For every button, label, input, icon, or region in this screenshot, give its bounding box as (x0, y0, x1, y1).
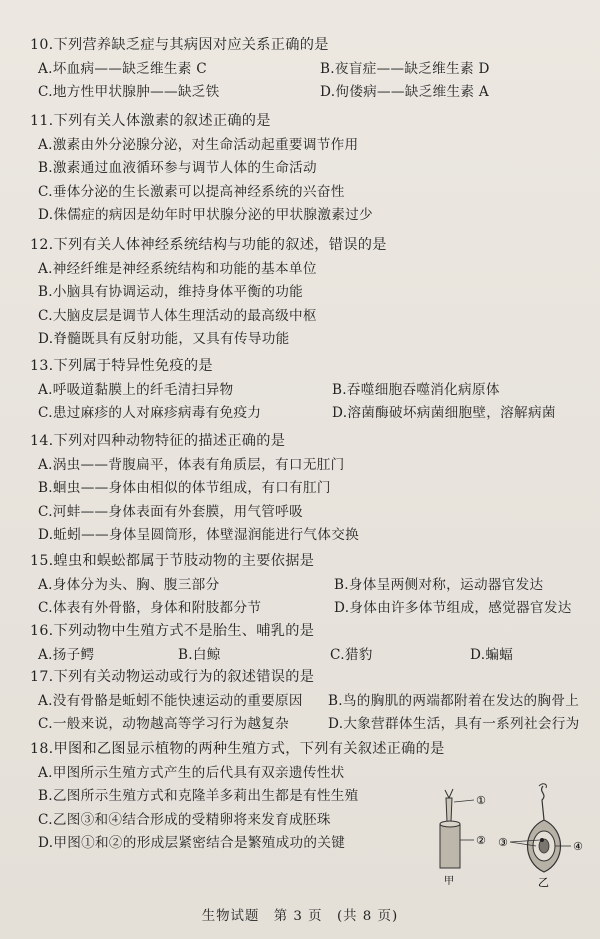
option-row (30, 644, 580, 666)
flower-ovary-diagram (498, 784, 583, 889)
option-row (30, 181, 580, 203)
option-a: A.激素由外分泌腺分泌，对生命活动起重要调节作用 (38, 136, 359, 153)
option-b: B.小脑具有协调运动，维持身体平衡的功能 (38, 284, 303, 300)
option-c: C.乙图③和④结合形成的受精卵将来发育成胚珠 (38, 811, 331, 828)
option-b: B.乙图所示生殖方式和克隆羊多莉出生都是有性生殖 (38, 788, 359, 804)
option-row (30, 574, 580, 596)
style-shape (542, 786, 544, 820)
option-c: C.大脑皮层是调节人体生理活动的最高级中枢 (38, 307, 317, 324)
question-stem: 17.下列有关动物运动或行为的叙述错误的是 (30, 669, 315, 685)
option-a: A.甲图所示生殖方式产生的后代具有双亲遗传性状 (38, 764, 345, 781)
option-row (30, 501, 580, 523)
option-a: A.身体分为头、胸、腹三部分 (38, 576, 220, 593)
stock-shape (440, 824, 460, 868)
egg-cell-dot (540, 838, 544, 842)
option-row (30, 690, 580, 712)
option-b: B.白鲸 (178, 646, 221, 663)
option-row (30, 328, 580, 350)
question-stem: 10.下列营养缺乏症与其病因对应关系正确的是 (30, 37, 329, 53)
question-stem: 18.甲图和乙图显示植物的两种生殖方式，下列有关叙述正确的是 (30, 741, 445, 757)
option-row (30, 204, 580, 226)
option-row (30, 157, 580, 179)
option-b: B.夜盲症——缺乏维生素 D (320, 60, 490, 77)
question-12 (30, 234, 580, 350)
option-d: D.甲图①和②的形成层紧密结合是繁殖成功的关键 (38, 835, 346, 851)
option-c: C.一般来说，动物越高等学习行为越复杂 (38, 716, 290, 732)
option-row (30, 477, 580, 499)
option-d: D.蝙蝠 (470, 646, 514, 663)
label-1: ① (476, 794, 486, 807)
option-d: D.侏儒症的病因是幼年时甲状腺分泌的甲状腺激素过少 (38, 207, 373, 223)
label-3: ③ (498, 836, 508, 849)
page-footer: 生物试题 第 3 页 (共 8 页) (201, 909, 399, 924)
option-c: C.地方性甲状腺肿——缺乏铁 (38, 84, 220, 100)
question-stem: 14.下列对四种动物特征的描述正确的是 (30, 433, 286, 449)
option-c: C.垂体分泌的生长激素可以提高神经系统的兴奋性 (38, 183, 345, 200)
option-d: D.大象营群体生活，具有一系列社会行为 (328, 716, 580, 732)
question-10 (30, 34, 580, 103)
option-c: C.患过麻疹的人对麻疹病毒有免疫力 (38, 405, 262, 421)
option-a: A.坏血病——缺乏维生素 C (38, 60, 207, 77)
option-d: D.脊髓既具有反射功能，又具有传导功能 (38, 331, 290, 347)
option-row (30, 402, 580, 424)
question-13 (30, 355, 580, 424)
option-d: D.蚯蚓——身体呈圆筒形，体壁湿润能进行气体交换 (38, 527, 359, 543)
option-c: C.河蚌——身体表面有外套膜，用气管呼吸 (38, 503, 303, 520)
option-row (30, 524, 580, 546)
question-stem: 11.下列有关人体激素的叙述正确的是 (30, 113, 271, 129)
question-stem: 16.下列动物中生殖方式不是胎生、哺乳的是 (30, 623, 315, 639)
option-b: B.蛔虫——身体由相似的体节组成，有口有肛门 (38, 480, 331, 496)
option-d: D.佝偻病——缺乏维生素 A (320, 84, 490, 100)
option-a: A.扬子鳄 (38, 646, 95, 663)
plant-reproduction-figure (418, 780, 588, 890)
option-row (30, 379, 580, 401)
option-d: D.溶菌酶破坏病菌细胞壁，溶解病菌 (332, 405, 556, 421)
question-stem: 12.下列有关人体神经系统结构与功能的叙述，错误的是 (30, 237, 387, 253)
question-15 (30, 550, 580, 619)
option-row (30, 305, 580, 327)
option-row (30, 713, 580, 735)
label-2: ② (476, 834, 486, 847)
option-d: D.身体由许多体节组成，感觉器官发达 (334, 600, 572, 616)
stock-top (440, 821, 460, 827)
scion-shape (446, 798, 452, 822)
option-row (30, 597, 580, 619)
option-c: C.猎豹 (330, 646, 373, 663)
scion-bud (445, 789, 453, 798)
option-b: B.吞噬细胞吞噬消化病原体 (332, 381, 500, 398)
label-4: ④ (573, 840, 583, 853)
grafting-diagram (440, 789, 486, 887)
option-a: A.涡虫——背腹扁平，体表有角质层，有口无肛门 (38, 456, 345, 473)
question-11 (30, 110, 580, 226)
question-14 (30, 430, 580, 546)
option-row (30, 81, 580, 103)
caption-yi: 乙 (538, 876, 549, 889)
question-17 (30, 666, 580, 735)
option-row (30, 58, 580, 80)
question-stem: 13.下列属于特异性免疫的是 (30, 358, 213, 374)
option-c: C.体表有外骨骼，身体和附肢都分节 (38, 600, 262, 616)
leader-line-1 (454, 800, 474, 802)
question-16 (30, 620, 580, 666)
option-a: A.神经纤维是神经系统结构和功能的基本单位 (38, 260, 317, 277)
option-row (30, 134, 580, 156)
option-row (30, 258, 580, 280)
caption-jia: 甲 (444, 876, 454, 887)
option-a: A.没有骨骼是蚯蚓不能快速运动的重要原因 (38, 692, 303, 709)
question-stem: 15.蝗虫和蜈蚣都属于节肢动物的主要依据是 (30, 553, 315, 569)
option-a: A.呼吸道黏膜上的纤毛清扫异物 (38, 381, 234, 398)
option-b: B.鸟的胸肌的两端都附着在发达的胸骨上 (328, 692, 580, 709)
option-b: B.身体呈两侧对称，运动器官发达 (334, 576, 544, 593)
option-row (30, 281, 580, 303)
option-row (30, 454, 580, 476)
option-b: B.激素通过血液循环参与调节人体的生命活动 (38, 160, 317, 176)
